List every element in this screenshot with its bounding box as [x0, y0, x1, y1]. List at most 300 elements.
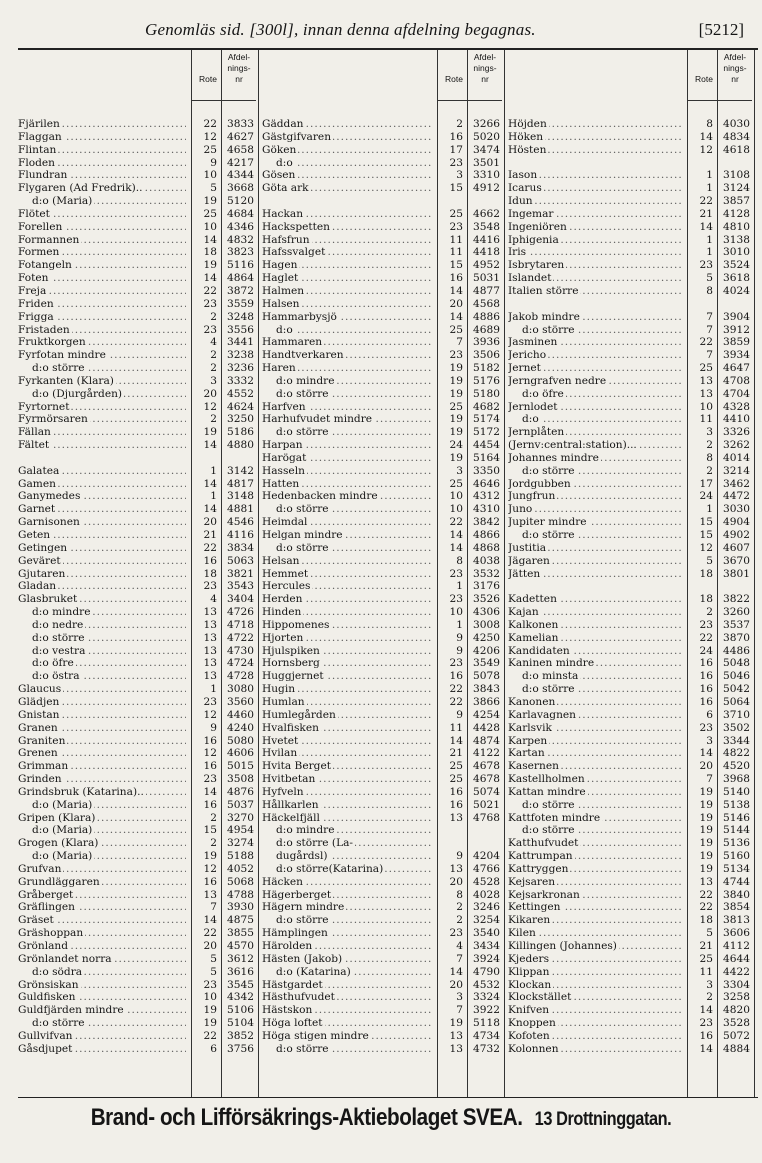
entry-name: Hvetet: [262, 734, 299, 747]
entry-row: [18, 131, 256, 144]
entry-name-cell: [262, 234, 432, 247]
entry-row: [508, 195, 752, 208]
entry-name: d:o (Maria): [18, 799, 94, 811]
entry-name: Gräflingen: [18, 901, 75, 914]
entry-row: [508, 118, 752, 131]
entry-afdelning-nr: 3545: [227, 978, 254, 991]
entry-name: Jerngrafven nedre: [508, 374, 607, 387]
entry-rote: 19: [699, 850, 713, 863]
entry-name-cell: [262, 208, 432, 221]
entry-row: [508, 324, 752, 337]
entry-row: [18, 157, 256, 170]
entry-rote: 16: [203, 798, 217, 811]
entry-rote: 3: [456, 464, 463, 477]
entry-afdelning-nr: 3870: [723, 631, 750, 644]
entry-name-cell: [262, 824, 432, 837]
entry-afdelning-nr: 3612: [227, 952, 254, 965]
entry-afdelning-nr: 4689: [473, 323, 500, 336]
entry-name-cell: [18, 182, 186, 195]
entry-row: [508, 850, 752, 863]
entry-rote: 22: [699, 336, 713, 349]
entry-name: d:o mindre: [262, 824, 336, 836]
entry-afdelning-nr: 5138: [723, 798, 750, 811]
entry-name-cell: [508, 940, 682, 953]
entry-name-cell: [18, 336, 186, 349]
entry-afdelning-nr: 3404: [227, 593, 254, 606]
entry-name: Fruktkorgen: [18, 336, 86, 349]
entry-name-cell: [508, 182, 682, 195]
entry-name: Gråberget: [18, 888, 74, 901]
entry-rote: 16: [449, 272, 463, 285]
entry-afdelning-nr: 4546: [227, 516, 254, 529]
entry-rote: 22: [449, 695, 463, 708]
entry-name: d:o större(Katarina): [262, 863, 385, 875]
entry-row: [18, 824, 256, 837]
entry-rote: 25: [449, 323, 463, 336]
entry-rote: 22: [699, 631, 713, 644]
entry-row: [262, 118, 502, 131]
entry-afdelning-nr: 4682: [473, 400, 500, 413]
entry-row: [508, 311, 752, 324]
entry-name: Grogen (Klara): [18, 837, 99, 850]
entry-name: Kamelian: [508, 631, 559, 644]
entry-name-cell: [508, 914, 682, 927]
entry-name-cell: [508, 773, 682, 786]
header-rule: [688, 100, 752, 101]
entry-name: Kattfoten mindre: [508, 811, 601, 824]
entry-afdelning-nr: 3618: [723, 272, 750, 285]
entry-name-cell: [18, 722, 186, 735]
entry-name: Ingemar: [508, 207, 554, 220]
entry-name-cell: [508, 516, 682, 529]
entry-rote: 19: [203, 1017, 217, 1030]
entry-afdelning-nr: 4877: [473, 284, 500, 297]
entry-rote: 3: [456, 169, 463, 182]
entry-afdelning-nr: 4418: [473, 246, 500, 259]
entry-afdelning-nr: 4724: [227, 657, 254, 670]
entry-name: Italien större: [508, 284, 579, 297]
entry-rote: 25: [449, 400, 463, 413]
entry-afdelning-nr: 3324: [473, 991, 500, 1004]
entry-rote: 9: [456, 631, 463, 644]
entry-name-cell: [262, 118, 432, 131]
entry-rote: 17: [449, 143, 463, 156]
entry-name-cell: [262, 914, 432, 927]
entry-row: [508, 131, 752, 144]
entry-rote: 14: [449, 965, 463, 978]
entry-name-cell: [18, 490, 186, 503]
entry-rote: 23: [699, 721, 713, 734]
entry-name-cell: [508, 221, 682, 234]
entry-row: [262, 542, 502, 555]
entry-rote: 7: [706, 349, 713, 362]
entry-row: [262, 619, 502, 632]
entry-row: [508, 1043, 752, 1056]
entry-row: [262, 298, 502, 311]
entry-name-cell: [262, 157, 432, 170]
entry-name: Iris: [508, 246, 527, 259]
entry-rote: 10: [699, 400, 713, 413]
entry-rote: 12: [203, 400, 217, 413]
entry-row: [18, 837, 256, 850]
entry-rote: 2: [456, 118, 463, 130]
entry-afdelning-nr: 4766: [473, 862, 500, 875]
entry-afdelning-nr: 4416: [473, 233, 500, 246]
entry-rote: 19: [449, 387, 463, 400]
entry-row: [508, 696, 752, 709]
entry-afdelning-nr: 3822: [723, 593, 750, 606]
entry-name: Hackspetten: [262, 220, 331, 233]
entry-row: [262, 799, 502, 812]
entry-rote: 9: [456, 850, 463, 863]
entry-rote: 12: [699, 541, 713, 554]
entry-name-cell: [18, 837, 186, 850]
entry-row: [262, 645, 502, 658]
entry-name-cell: [18, 683, 186, 696]
entry-name-cell: [508, 490, 682, 503]
entry-afdelning-nr: 3524: [723, 259, 750, 272]
entry-name: Gräset: [18, 914, 54, 927]
entry-rote: 20: [449, 297, 463, 310]
entry-name-cell: [508, 683, 682, 696]
entry-name: Hyfveln: [262, 785, 304, 798]
entry-name-cell: [18, 927, 186, 940]
entry-name: Formannen: [18, 233, 80, 246]
entry-name-cell: [262, 876, 432, 889]
entry-rote: 15: [699, 529, 713, 541]
entry-afdelning-nr: 3124: [723, 182, 750, 195]
entry-row: [18, 927, 256, 940]
entry-name: Isbrytaren: [508, 259, 565, 272]
entry-rote: 20: [699, 760, 713, 773]
entry-name: d:o större: [262, 503, 331, 515]
entry-row: [508, 657, 752, 670]
entry-row: [262, 221, 502, 234]
entry-rote: 16: [699, 1029, 713, 1042]
entry-name: Kasernen: [508, 760, 559, 773]
entry-name: d:o öfre: [18, 657, 76, 669]
entry-afdelning-nr: 4624: [227, 400, 254, 413]
entry-name: Gripen (Klara): [18, 811, 96, 824]
entry-row: [262, 632, 502, 645]
entry-rote: 1: [706, 503, 713, 516]
entry-name: Hvita Berget: [262, 760, 331, 773]
entry-rote: 12: [203, 747, 217, 760]
entry-row: [262, 1030, 502, 1043]
entry-rote: 23: [203, 978, 217, 991]
entry-name: Hippomenes: [262, 618, 330, 631]
entry-afdelning-nr: 5063: [227, 554, 254, 567]
entry-name: Karlsvik: [508, 721, 552, 734]
entry-name: Forellen: [18, 220, 63, 233]
entry-rote: 22: [203, 118, 217, 130]
entry-name-cell: [508, 722, 682, 735]
entry-name: Hinden: [262, 606, 302, 619]
entry-afdelning-nr: 3854: [723, 901, 750, 914]
entry-row: [262, 709, 502, 722]
entry-rote: 16: [203, 554, 217, 567]
entry-rote: 22: [449, 516, 463, 529]
entry-name: d:o (Djurgården): [18, 388, 124, 400]
afdelning-header-line: Afdel-: [473, 52, 497, 62]
entry-name-cell: [508, 747, 682, 760]
entry-name-cell: [18, 735, 186, 748]
entry-name: Hedenbacken mindre: [262, 490, 378, 503]
entry-row: [508, 439, 752, 452]
entry-name-cell: [18, 889, 186, 902]
entry-name-cell: [262, 465, 432, 478]
entry-afdelning-nr: 3842: [473, 516, 500, 529]
entry-name: Hafsfrun: [262, 233, 310, 246]
entry-row: [18, 208, 256, 221]
entry-row: [18, 259, 256, 272]
entry-row: [262, 1043, 502, 1056]
entry-row: [262, 131, 502, 144]
entry-rote: 13: [203, 606, 217, 619]
entry-name-cell: [262, 632, 432, 645]
entry-name: Gladan: [18, 580, 57, 593]
entry-rote: 15: [203, 824, 217, 837]
entry-afdelning-nr: 4744: [723, 875, 750, 888]
entry-row: [262, 722, 502, 735]
entry-name: Handtverkaren: [262, 349, 344, 362]
entry-name: Juno: [508, 503, 533, 516]
entry-rote: 25: [449, 760, 463, 773]
entry-name-cell: [18, 272, 186, 285]
entry-name-cell: [508, 246, 682, 259]
entry-name: Hjorten: [262, 631, 304, 644]
entry-afdelning-nr: 3344: [723, 734, 750, 747]
entry-name-cell: [18, 1030, 186, 1043]
entry-rote: 2: [210, 413, 217, 426]
entry-rote: 22: [203, 541, 217, 554]
entry-name-cell: [508, 568, 682, 581]
entry-rote: 18: [203, 567, 217, 580]
entry-name-cell: [262, 580, 432, 593]
entry-rote: 1: [210, 490, 217, 503]
entry-rote: 11: [699, 413, 713, 426]
entry-afdelning-nr: 3801: [723, 567, 750, 580]
entry-rote: 7: [210, 901, 217, 914]
entry-row: [18, 606, 256, 619]
entry-rote: 13: [699, 387, 713, 400]
entry-name: Häckelfjäll: [262, 811, 320, 824]
entry-afdelning-nr: 5021: [473, 798, 500, 811]
entry-name-cell: [18, 503, 186, 516]
entry-name: d:o större: [508, 529, 577, 541]
entry-name-cell: [508, 991, 682, 1004]
entry-name: (Jernv:central:station)...: [508, 439, 637, 452]
entry-row: [262, 285, 502, 298]
entry-afdelning-nr: 4520: [723, 760, 750, 773]
entry-afdelning-nr: 3560: [227, 695, 254, 708]
entry-rote: 16: [699, 670, 713, 683]
entry-name-cell: [18, 144, 186, 157]
entry-afdelning-nr: 4410: [723, 413, 750, 426]
entry-name: Harfven: [262, 400, 306, 413]
entry-afdelning-nr: 3670: [723, 554, 750, 567]
entry-rote: 10: [203, 991, 217, 1004]
entry-rote: 6: [210, 1042, 217, 1055]
entry-afdelning-nr: 3857: [723, 195, 750, 208]
entry-name: Fristaden: [18, 323, 70, 336]
entry-afdelning-nr: 4820: [723, 1004, 750, 1017]
entry-name-cell: [18, 979, 186, 992]
entry-name: Fällan: [18, 426, 51, 439]
entry-name: Kettingen: [508, 901, 561, 914]
entry-name-cell: [262, 1017, 432, 1030]
entry-name-cell: [262, 645, 432, 658]
entry-row: [18, 722, 256, 735]
entry-rote: 22: [203, 927, 217, 940]
entry-name-cell: [508, 979, 682, 992]
entry-name-cell: [18, 696, 186, 709]
entry-rote: 5: [210, 952, 217, 965]
rote-header: Rote: [695, 74, 713, 84]
entry-afdelning-nr: 4678: [473, 773, 500, 786]
entry-name: Jernet: [508, 362, 541, 375]
entry-name: Floden: [18, 156, 55, 169]
entry-afdelning-nr: 3246: [473, 901, 500, 914]
entry-rote: 1: [706, 233, 713, 246]
entry-afdelning-nr: 4868: [473, 541, 500, 554]
entry-name: Kilen: [508, 927, 536, 940]
entry-afdelning-nr: 4122: [473, 747, 500, 760]
entry-row: [262, 953, 502, 966]
entry-rote: 23: [203, 297, 217, 310]
entry-name: Fyrfotan mindre: [18, 349, 106, 362]
entry-name: Hvalfisken: [262, 721, 319, 734]
entry-row: [18, 182, 256, 195]
entry-afdelning-nr: 4344: [227, 169, 254, 182]
entry-row: [262, 259, 502, 272]
entry-name: Garnisonen: [18, 516, 80, 529]
entry-row: [18, 735, 256, 748]
entry-rote: 16: [699, 683, 713, 696]
entry-name: Gästgifvaren: [262, 130, 332, 143]
entry-row: [262, 889, 502, 902]
entry-name: Ganymedes: [18, 490, 81, 503]
entry-rote: 21: [699, 207, 713, 220]
entry-rote: 13: [449, 862, 463, 875]
entry-afdelning-nr: 3924: [473, 952, 500, 965]
entry-rote: 20: [449, 978, 463, 991]
entry-rote: 14: [203, 477, 217, 490]
entry-name-cell: [262, 696, 432, 709]
entry-name: Gräshoppan: [18, 927, 84, 940]
entry-name: Getingen: [18, 541, 68, 554]
entry-row: [262, 234, 502, 247]
entry-afdelning-nr: 4732: [473, 1042, 500, 1055]
entry-name-cell: [18, 1017, 186, 1030]
entry-name-cell: [508, 169, 682, 182]
entry-afdelning-nr: 4904: [723, 516, 750, 529]
entry-name-cell: [18, 799, 186, 812]
entry-afdelning-nr: 4486: [723, 644, 750, 657]
entry-afdelning-nr: 5048: [723, 657, 750, 670]
entry-name: Knoppen: [508, 1017, 556, 1030]
entry-row: [262, 606, 502, 619]
entry-rote: 21: [203, 529, 217, 541]
entry-row: [508, 735, 752, 748]
entry-name: Halsen: [262, 297, 300, 310]
entry-name: Kartan: [508, 747, 545, 760]
entry-afdelning-nr: 4607: [723, 541, 750, 554]
entry-afdelning-nr: 4454: [473, 439, 500, 452]
entry-name-cell: [18, 413, 186, 426]
entry-name-cell: [262, 452, 432, 465]
entry-name-cell: [262, 336, 432, 349]
entry-row: [508, 914, 752, 927]
entry-name: Jernlodet: [508, 400, 558, 413]
entry-rote: 14: [699, 1042, 713, 1055]
entry-rote: 16: [203, 875, 217, 888]
entry-name-cell: [18, 285, 186, 298]
entry-name: Islandet: [508, 272, 552, 285]
entry-row: [508, 169, 752, 182]
entry-afdelning-nr: 3936: [473, 336, 500, 349]
entry-rote: 12: [203, 708, 217, 721]
entry-rote: 16: [203, 734, 217, 747]
entry-row: [508, 940, 752, 953]
entry-name-cell: [508, 144, 682, 157]
entry-row: [18, 683, 256, 696]
entry-row: [18, 298, 256, 311]
entry-rote: 21: [699, 940, 713, 952]
entry-name-cell: [18, 1043, 186, 1056]
entry-name: Fjärilen: [18, 118, 60, 130]
entry-name: Geväret: [18, 554, 61, 567]
entry-name-cell: [18, 670, 186, 683]
entry-row: [508, 568, 752, 581]
entry-row: [18, 979, 256, 992]
entry-name-cell: [508, 657, 682, 670]
entry-name-cell: [508, 375, 682, 388]
entry-rote: 22: [203, 1029, 217, 1042]
entry-rote: 6: [706, 708, 713, 721]
entry-rote: 23: [449, 220, 463, 233]
entry-name: d:o: [262, 324, 295, 336]
entry-name: Garnet: [18, 503, 56, 516]
entry-afdelning-nr: 3258: [723, 991, 750, 1004]
entry-name: Ingeniören: [508, 220, 567, 233]
entry-name-cell: [508, 850, 682, 863]
entry-afdelning-nr: 3532: [473, 567, 500, 580]
entry-name-cell: [262, 657, 432, 670]
entry-name: Fältet: [18, 439, 50, 452]
entry-afdelning-nr: 3274: [227, 837, 254, 850]
entry-name-cell: [262, 889, 432, 902]
entry-afdelning-nr: 3350: [473, 464, 500, 477]
entry-row: [508, 580, 752, 593]
entry-row: [508, 336, 752, 349]
entry-row: [262, 401, 502, 414]
entry-row: [508, 221, 752, 234]
entry-rote: 3: [210, 374, 217, 387]
entry-afdelning-nr: 3238: [227, 349, 254, 362]
entry-name: Justitia: [508, 541, 547, 554]
entry-name: Jasminen: [508, 336, 558, 349]
entry-name: d:o större (La-: [262, 837, 355, 849]
header-title: Genomläs sid. [300l], innan denna afdelning begagnas.: [145, 20, 536, 39]
entry-rote: 13: [203, 888, 217, 901]
entry-name: Iphigenia: [508, 233, 559, 246]
entry-afdelning-nr: 4552: [227, 387, 254, 400]
entry-afdelning-nr: 4708: [723, 374, 750, 387]
entry-afdelning-nr: 4217: [227, 156, 254, 169]
entry-name-cell: [18, 657, 186, 670]
entry-name: Gäddan: [262, 118, 304, 130]
